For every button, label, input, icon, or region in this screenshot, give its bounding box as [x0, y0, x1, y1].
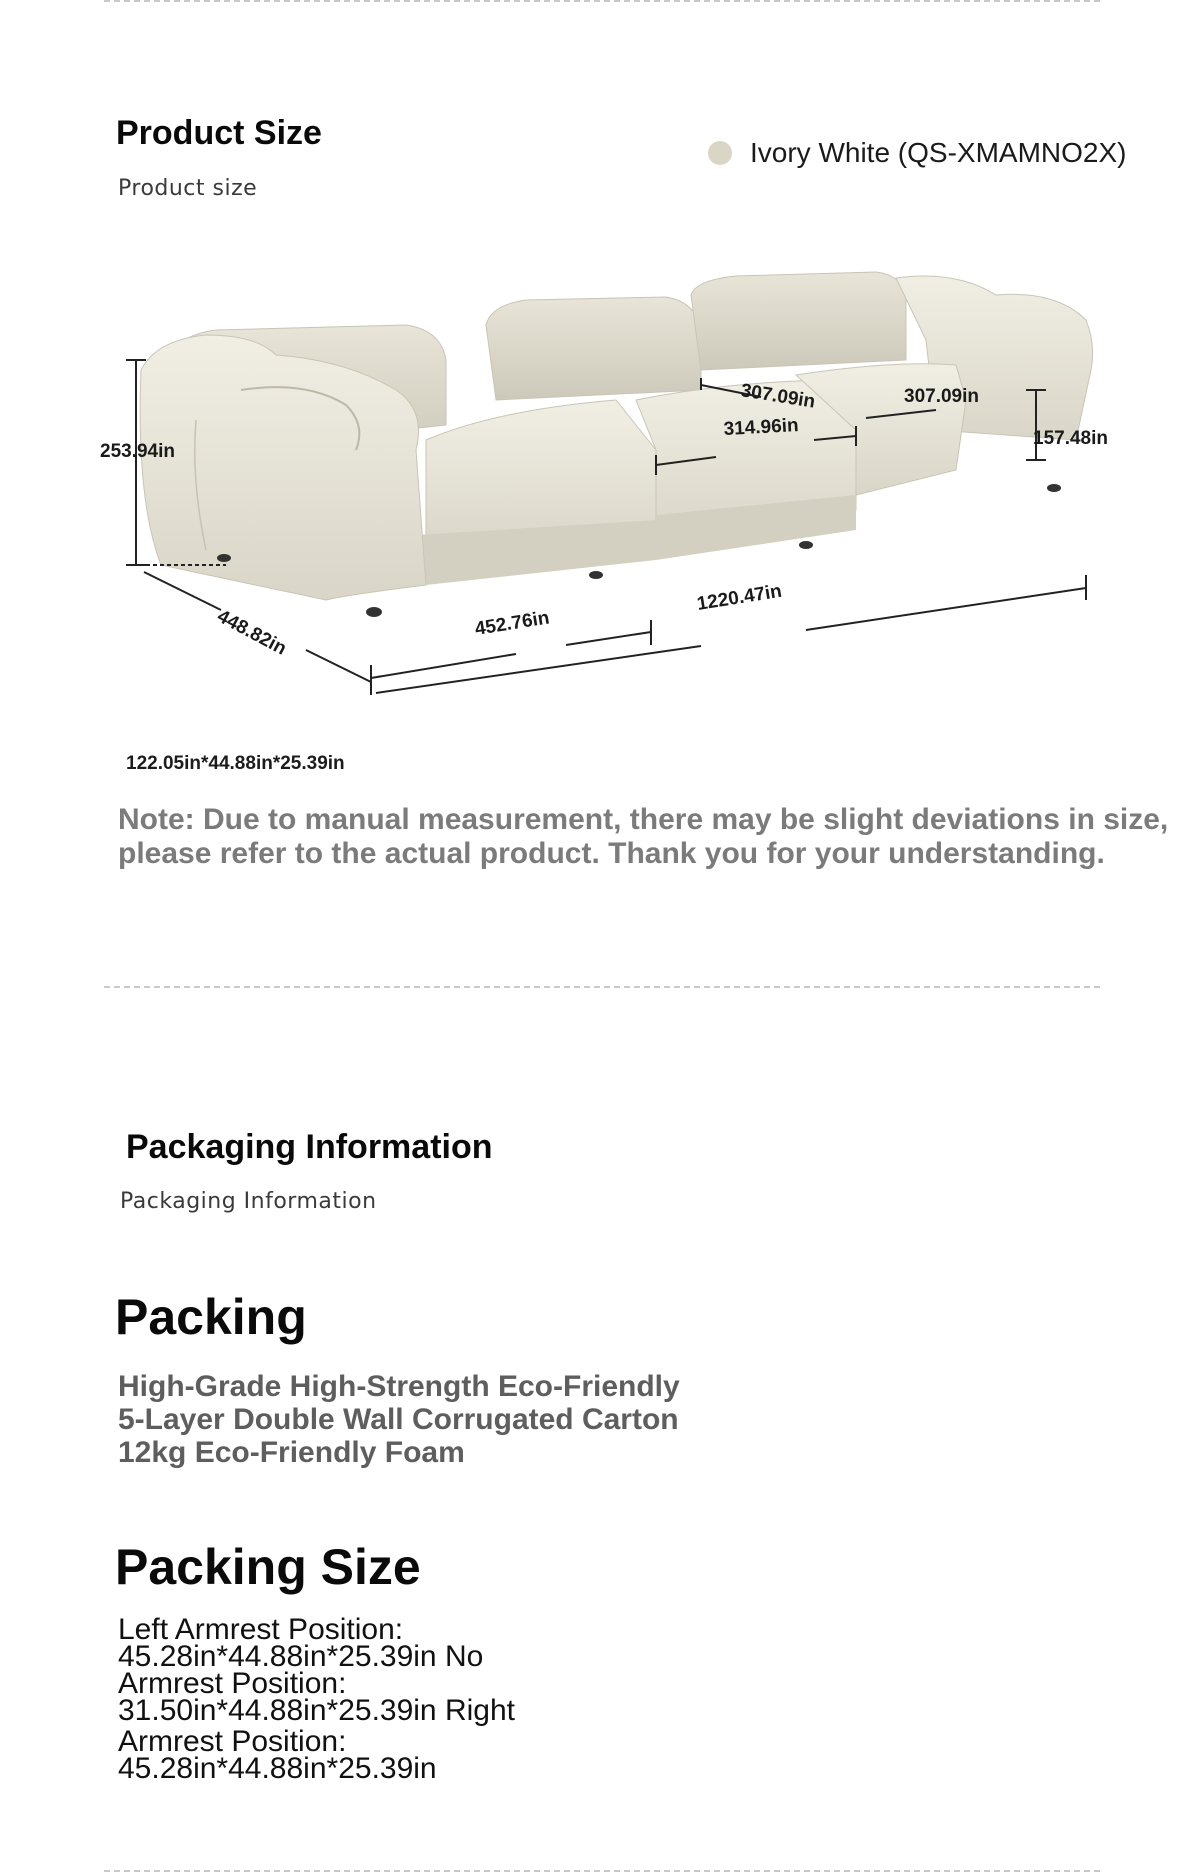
color-swatch[interactable]: [708, 141, 732, 165]
dim-label-total-width: 1220.47in: [695, 580, 784, 615]
product-size-subheading: Product size: [118, 176, 258, 201]
packing-line: 12kg Eco-Friendly Foam: [118, 1436, 465, 1469]
dim-label-back-seat-right: 307.09in: [904, 386, 979, 407]
packing-details: [118, 1370, 680, 1469]
dim-label-height: 253.94in: [100, 441, 175, 462]
packaging-info-subheading: Packaging Information: [120, 1189, 377, 1214]
top-divider: [104, 0, 1100, 2]
section-divider: [104, 986, 1100, 988]
sofa-image: [140, 272, 1093, 617]
overall-dimensions: 122.05in*44.88in*25.39in: [126, 753, 345, 774]
sofa-dimension-diagram: [96, 250, 1116, 700]
packing-line: High-Grade High-Strength Eco-Friendly: [118, 1370, 680, 1403]
packing-size-line: Armrest Position:: [118, 1667, 347, 1700]
packing-size-line: 31.50in*44.88in*25.39in Right: [118, 1694, 515, 1727]
packing-size-heading: Packing Size: [115, 1539, 421, 1595]
dim-label-back-seat-left: 307.09in: [739, 380, 817, 413]
color-option-label: Ivory White (QS-XMAMNO2X): [750, 137, 1127, 168]
packing-line: 5-Layer Double Wall Corrugated Carton: [118, 1403, 679, 1436]
packing-size-line: 45.28in*44.88in*25.39in No: [118, 1640, 484, 1673]
product-size-heading: Product Size: [116, 114, 322, 152]
dim-label-seat-height: 157.48in: [1033, 428, 1108, 449]
packaging-info-heading: Packaging Information: [126, 1128, 493, 1166]
packing-size-line: Left Armrest Position:: [118, 1613, 404, 1646]
packing-size-line: 45.28in*44.88in*25.39in: [118, 1752, 437, 1785]
measurement-note: Note: Due to manual measurement, there may be slight deviations in size, please refer to the actual product. Thank you for your understanding.: [118, 803, 1169, 870]
packing-heading: Packing: [115, 1289, 307, 1345]
dim-label-middle-seat: 314.96in: [723, 415, 800, 440]
dim-label-depth: 448.82in: [213, 605, 290, 660]
packing-size-details: [118, 1613, 515, 1785]
packing-size-line: Armrest Position:: [118, 1725, 347, 1758]
color-option[interactable]: [708, 137, 1126, 169]
dim-label-section-width: 452.76in: [473, 607, 551, 640]
